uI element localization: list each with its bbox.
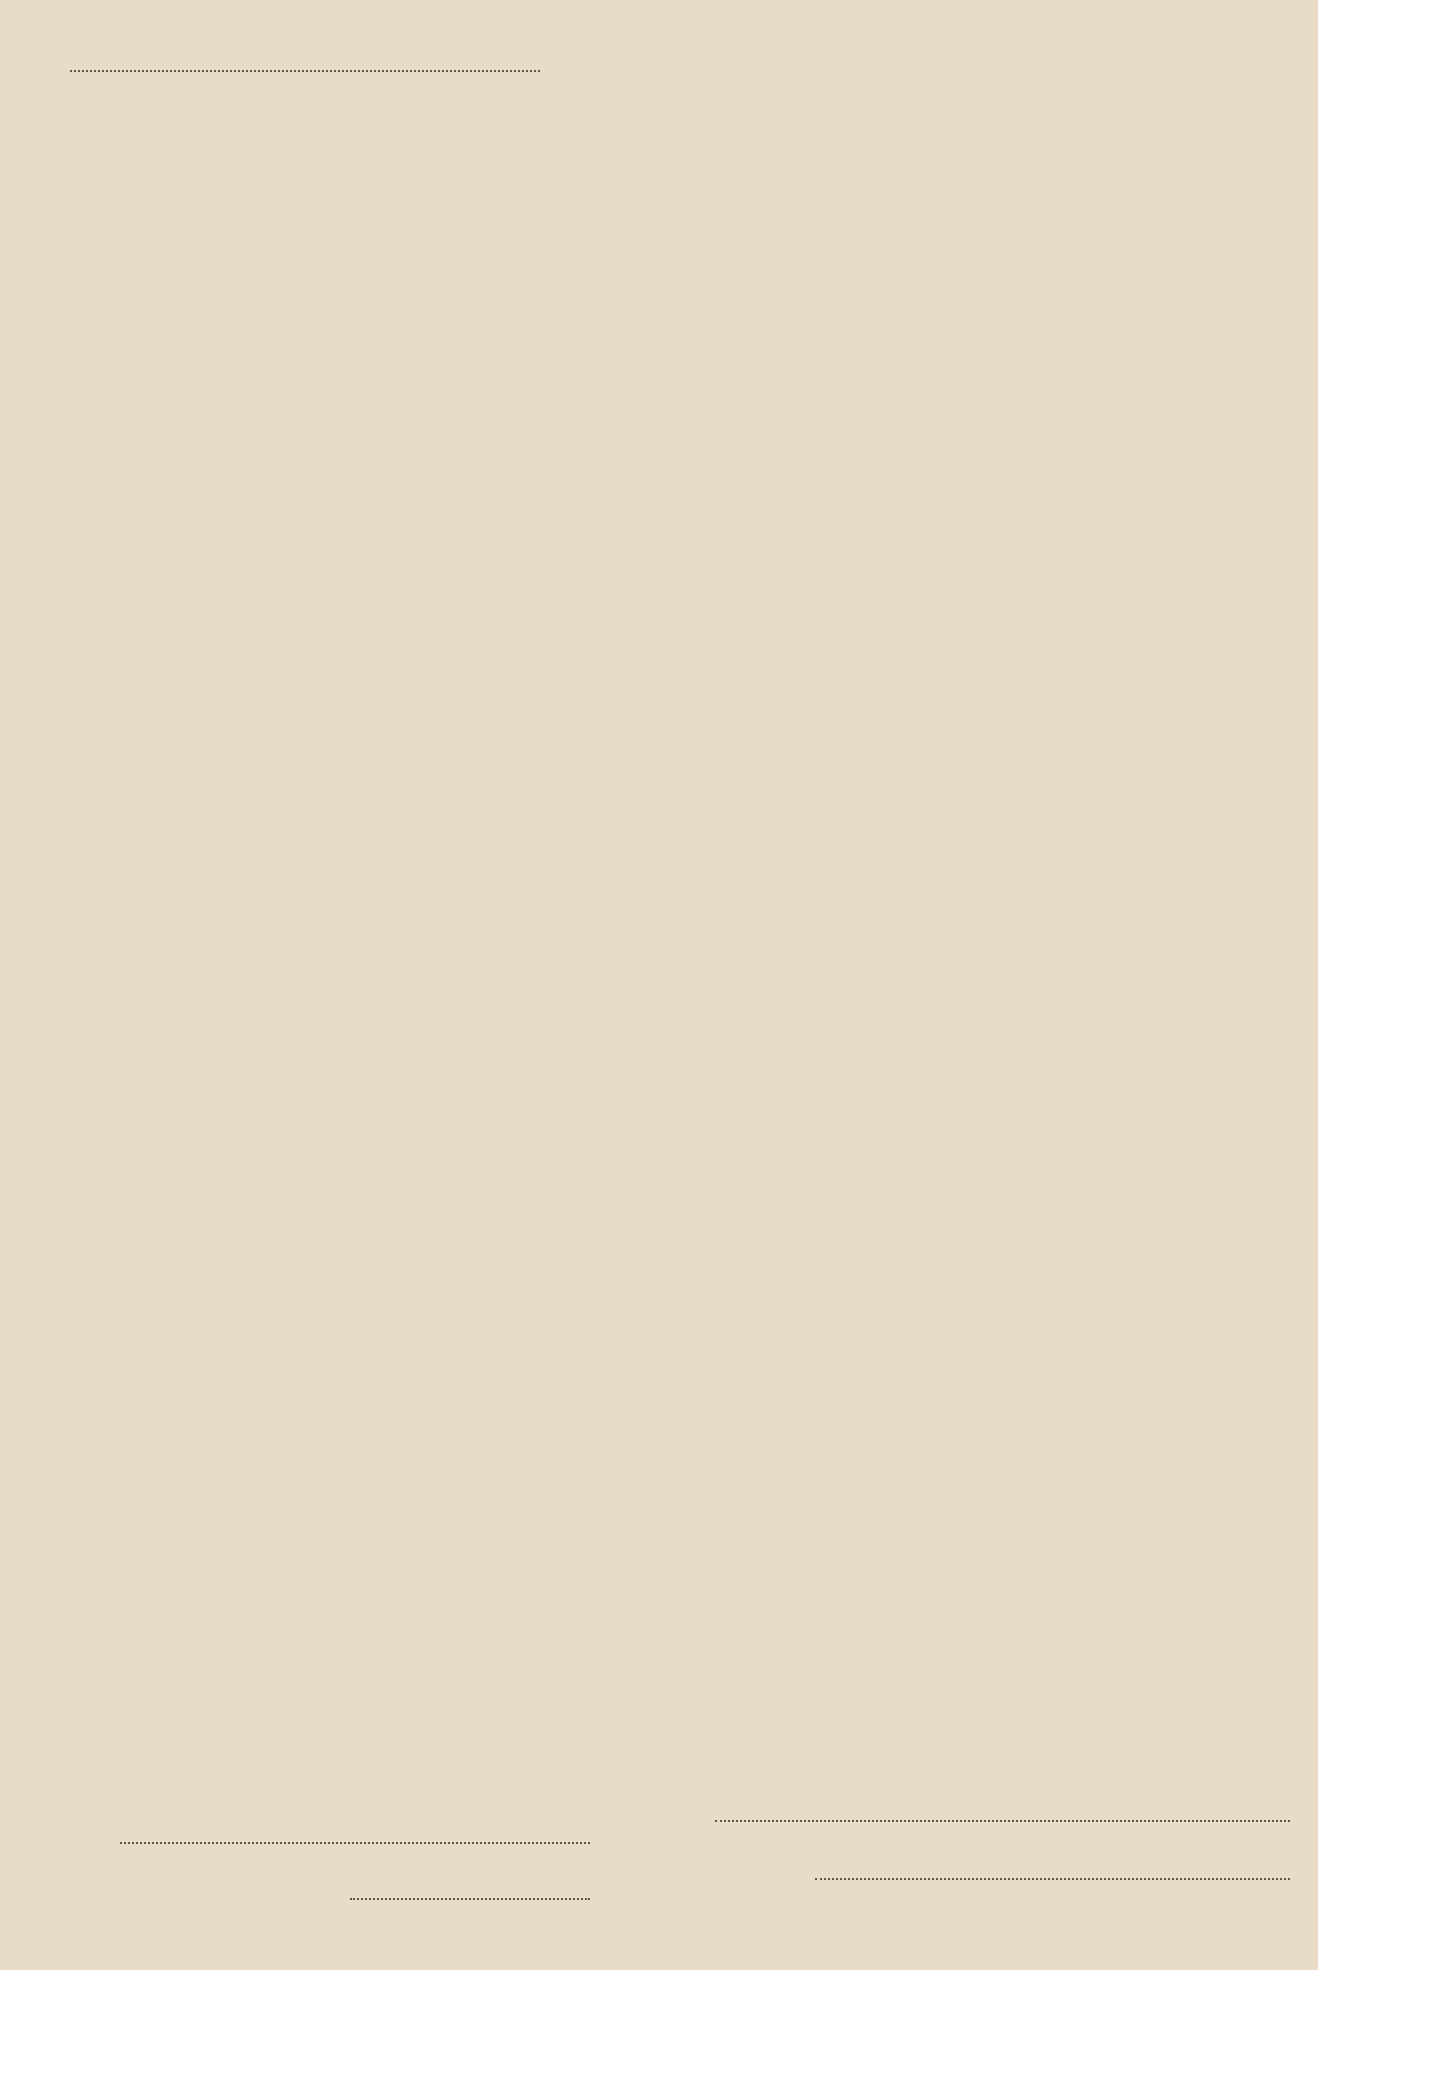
date-line [350,1898,590,1900]
bde-line [815,1878,1290,1880]
signature-line [715,1820,1290,1822]
signoff-unit-line [120,1842,590,1844]
